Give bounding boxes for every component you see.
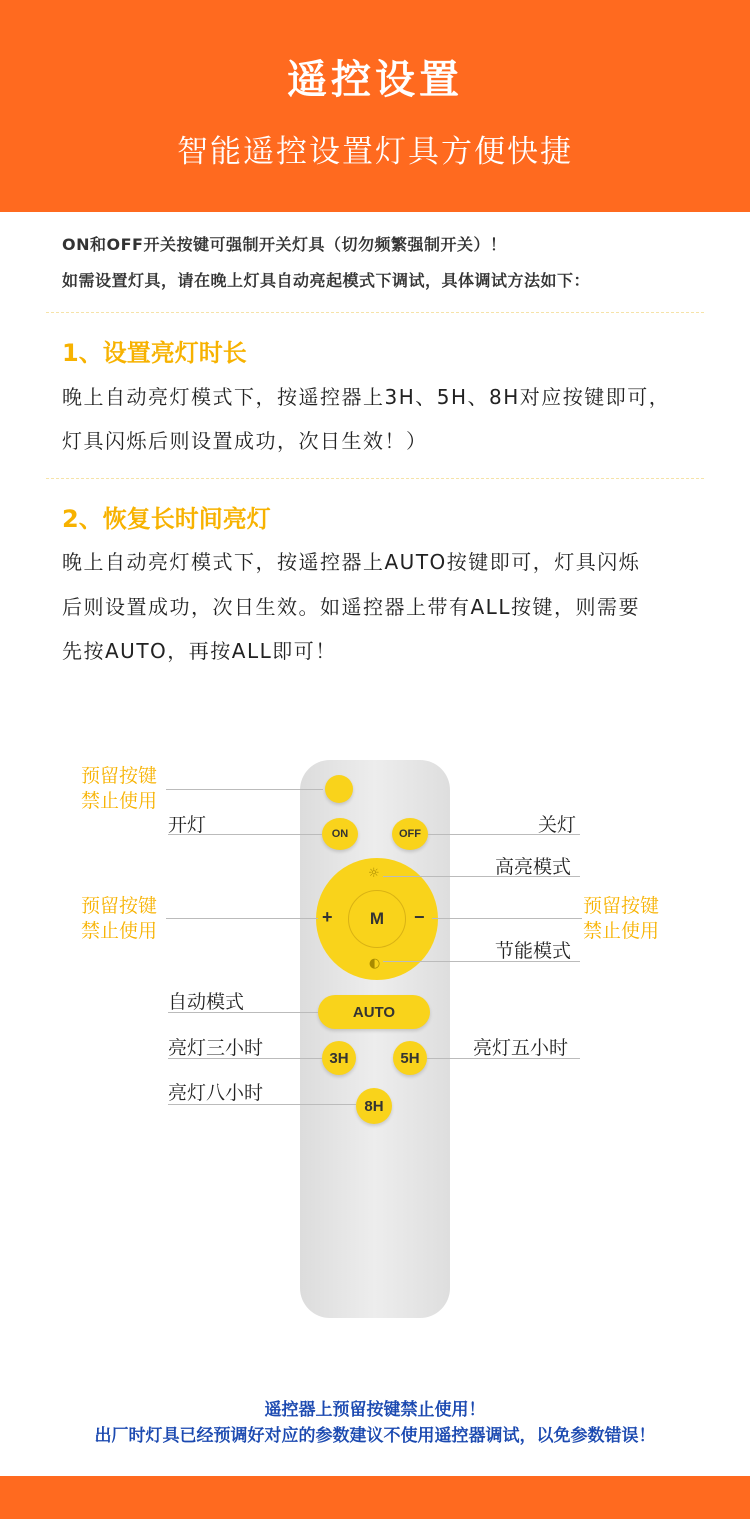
off-button[interactable]: OFF xyxy=(392,818,428,850)
notice-line-1: 遥控器上预留按键禁止使用！ xyxy=(264,1400,486,1420)
off-label: 关灯 xyxy=(538,814,577,836)
reserved-top-label-2: 禁止使用 xyxy=(81,790,158,812)
page-title: 遥控设置 xyxy=(287,57,463,103)
3h-button[interactable]: 3H xyxy=(322,1041,356,1075)
reserved-top-label-1: 预留按键 xyxy=(81,765,158,787)
section2-line-2: 后则设置成功，次日生效。如遥控器上带有ALL按键，则需要 xyxy=(62,595,640,619)
on-button[interactable]: ON xyxy=(322,818,358,850)
plus-button[interactable]: + xyxy=(322,907,333,927)
page-subtitle: 智能遥控设置灯具方便快捷 xyxy=(177,134,573,170)
mode-m-button[interactable]: M xyxy=(348,890,406,948)
section1-title: 1、设置亮灯时长 xyxy=(62,339,247,367)
leader-line xyxy=(166,789,323,790)
minus-button[interactable]: − xyxy=(414,907,425,927)
reserved-right-label-2: 禁止使用 xyxy=(583,920,660,942)
section1-line-1: 晚上自动亮灯模式下，按遥控器上3H、5H、8H对应按键即可， xyxy=(62,385,671,409)
3h-label: 亮灯三小时 xyxy=(168,1037,264,1059)
intro-line-2: 如需设置灯具，请在晚上灯具自动亮起模式下调试，具体调试方法如下： xyxy=(62,271,591,290)
section1-line-2: 灯具闪烁后则设置成功，次日生效！） xyxy=(62,429,428,453)
dim-sun-icon[interactable]: ◐ xyxy=(369,956,381,971)
notice-line-2: 出厂时灯具已经预调好对应的参数建议不使用遥控器调试，以免参数错误！ xyxy=(94,1426,656,1446)
divider xyxy=(46,478,704,479)
on-label: 开灯 xyxy=(168,814,207,836)
reserved-left-label-1: 预留按键 xyxy=(81,895,158,917)
section2-line-1: 晚上自动亮灯模式下，按遥控器上AUTO按键即可，灯具闪烁 xyxy=(62,550,641,574)
8h-label: 亮灯八小时 xyxy=(168,1082,264,1104)
footer-bar xyxy=(0,1476,750,1519)
reserved-left-label-2: 禁止使用 xyxy=(81,920,158,942)
section2-line-3: 先按AUTO，再按ALL即可！ xyxy=(62,639,337,663)
intro-line-1: ON和OFF开关按键可强制开关灯具（切勿频繁强制开关）！ xyxy=(62,235,507,254)
eco-mode-label: 节能模式 xyxy=(495,940,572,962)
remote-control xyxy=(300,760,450,1318)
sun-icon[interactable]: ☼ xyxy=(368,866,380,881)
leader-line xyxy=(166,918,318,919)
auto-button[interactable]: AUTO xyxy=(318,995,430,1029)
header-banner xyxy=(0,0,750,212)
reserved-right-label-1: 预留按键 xyxy=(583,895,660,917)
reserved-top-button[interactable] xyxy=(325,775,353,803)
8h-button[interactable]: 8H xyxy=(356,1088,392,1124)
section2-title: 2、恢复长时间亮灯 xyxy=(62,505,271,533)
divider xyxy=(46,312,704,313)
leader-line xyxy=(432,918,582,919)
auto-mode-label: 自动模式 xyxy=(168,991,245,1013)
bright-mode-label: 高亮模式 xyxy=(495,856,572,878)
5h-label: 亮灯五小时 xyxy=(473,1037,569,1059)
5h-button[interactable]: 5H xyxy=(393,1041,427,1075)
